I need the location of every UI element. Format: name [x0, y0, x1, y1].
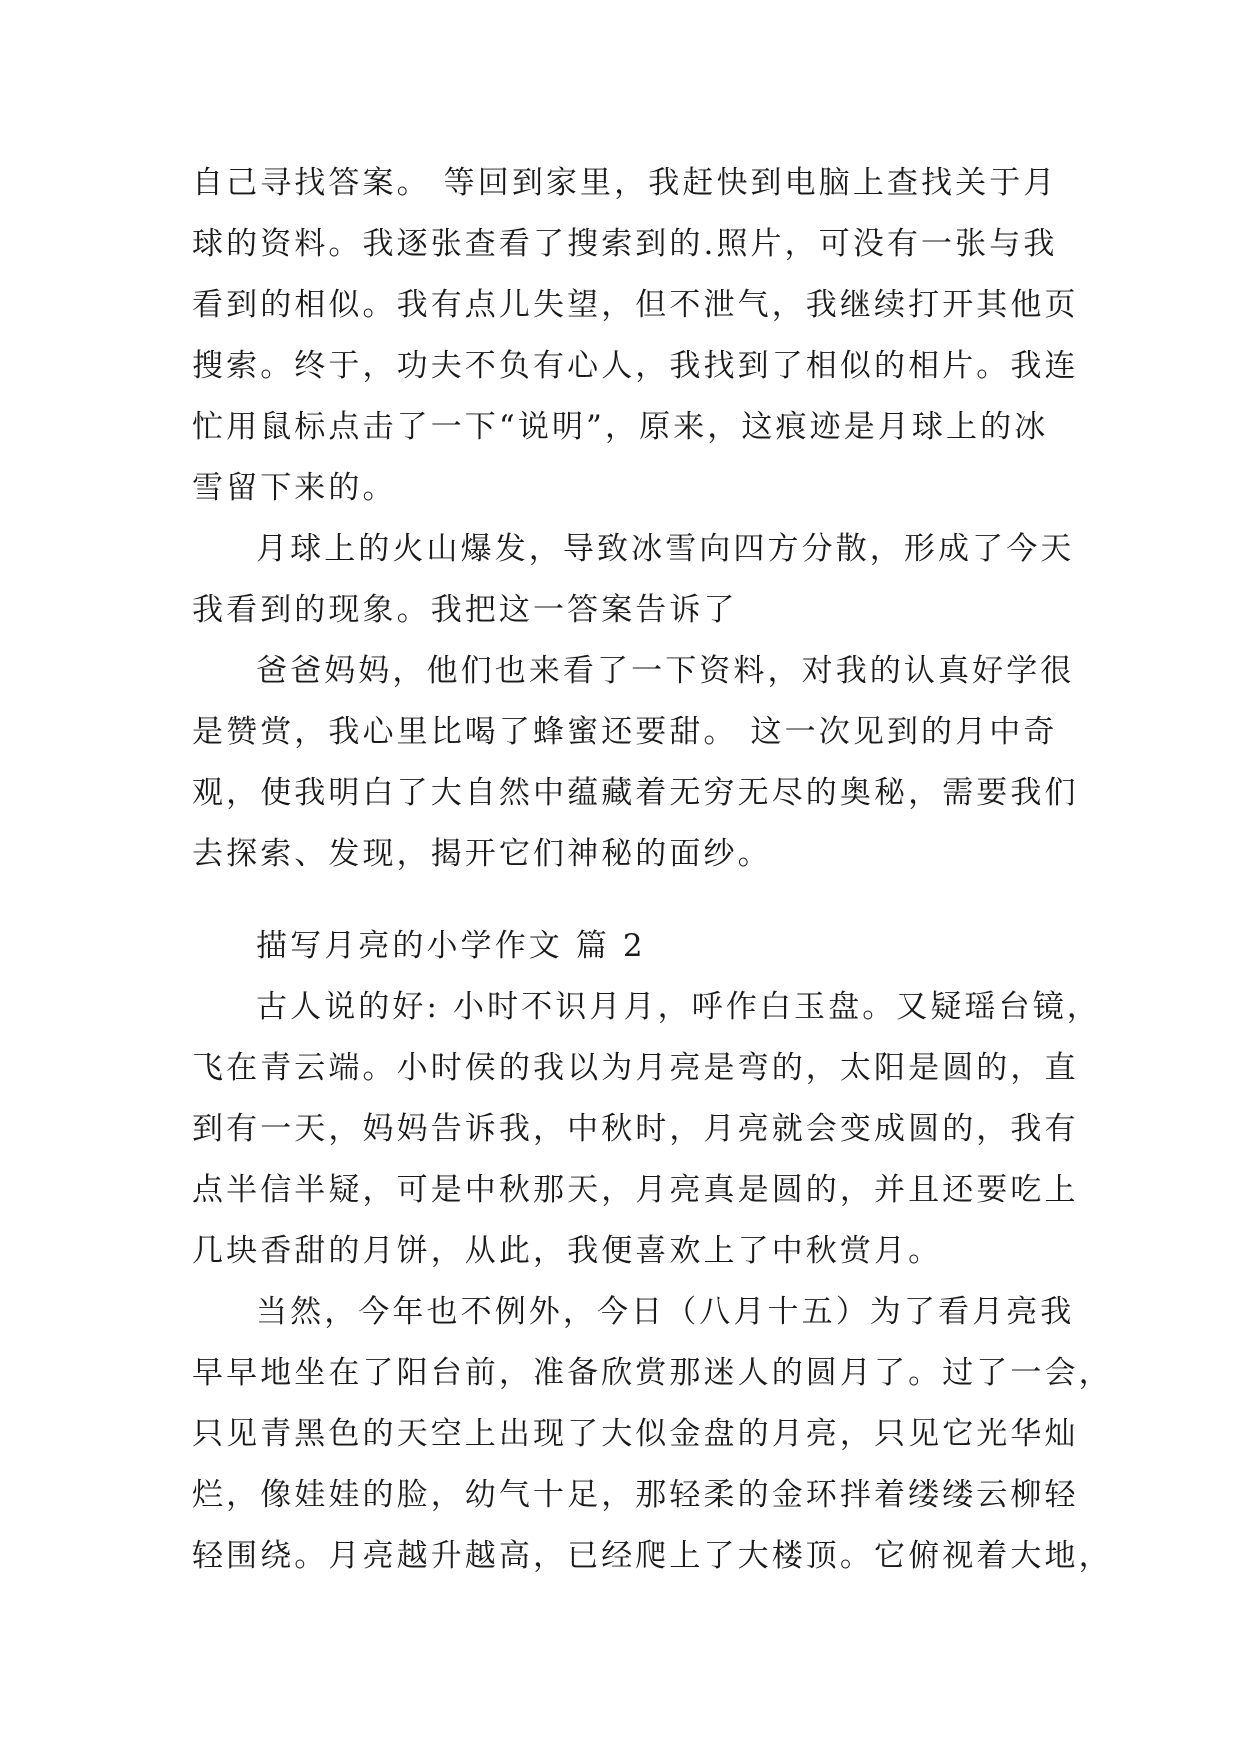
text-line: 爸爸妈妈，他们也来看了一下资料，对我的认真好学很 [256, 653, 1075, 689]
text-line: 几块香甜的月饼，从此，我便喜欢上了中秋赏月。 [192, 1233, 943, 1269]
text-line: 当然，今年也不例外，今日（八月十五）为了看月亮我 [256, 1294, 1075, 1330]
text-line: 看到的相似。我有点儿失望，但不泄气，我继续打开其他页 [192, 287, 1079, 323]
paragraph [192, 977, 1101, 1282]
text-line: 是赞赏，我心里比喝了蜂蜜还要甜。 这一次见到的月中奇 [192, 714, 1058, 750]
text-line: 雪留下来的。 [192, 470, 397, 506]
text-line: 自己寻找答案。 等回到家里，我赶快到电脑上查找关于月 [192, 165, 1058, 201]
essay-section-1 [192, 153, 1079, 885]
text-line: 忙用鼠标点击了一下“说明”，原来，这痕迹是月球上的冰 [192, 409, 1049, 445]
text-line: 只见青黑色的天空上出现了大似金盘的月亮，只见它光华灿 [192, 1416, 1079, 1452]
text-line: 月球上的火山爆发，导致冰雪向四方分散，形成了今天 [256, 531, 1075, 567]
paragraph [192, 1282, 1113, 1587]
paragraph [192, 519, 1075, 641]
text-line: 古人说的好: 小时不识月月，呼作白玉盘。又疑瑶台镜， [256, 989, 1101, 1025]
text-line: 搜索。终于，功夫不负有心人，我找到了相似的相片。我连 [192, 348, 1079, 384]
text-line: 去探索、发现，揭开它们神秘的面纱。 [192, 836, 772, 872]
text-line: 轻围绕。月亮越升越高，已经爬上了大楼顶。它俯视着大地， [192, 1538, 1113, 1574]
text-line: 飞在青云端。小时侯的我以为月亮是弯的，太阳是圆的，直 [192, 1050, 1079, 1086]
text-line: 烂，像娃娃的脸，幼气十足，那轻柔的金环拌着缕缕云柳轻 [192, 1477, 1079, 1513]
paragraph [192, 153, 1079, 519]
text-line: 我看到的现象。我把这一答案告诉了 [192, 592, 738, 628]
text-line: 点半信半疑，可是中秋那天，月亮真是圆的，并且还要吃上 [192, 1172, 1079, 1208]
text-line: 观，使我明白了大自然中蕴藏着无穷无尽的奥秘，需要我们 [192, 775, 1079, 811]
text-line: 早早地坐在了阳台前，准备欣赏那迷人的圆月了。过了一会， [192, 1355, 1113, 1391]
text-line: 球的资料。我逐张查看了搜索到的.照片，可没有一张与我 [192, 226, 1058, 262]
essay-section-2 [192, 916, 1113, 1587]
paragraph [192, 641, 1079, 885]
text-line: 到有一天，妈妈告诉我，中秋时，月亮就会变成圆的，我有 [192, 1111, 1079, 1147]
section-heading: 描写月亮的小学作文 篇 2 [256, 928, 646, 964]
